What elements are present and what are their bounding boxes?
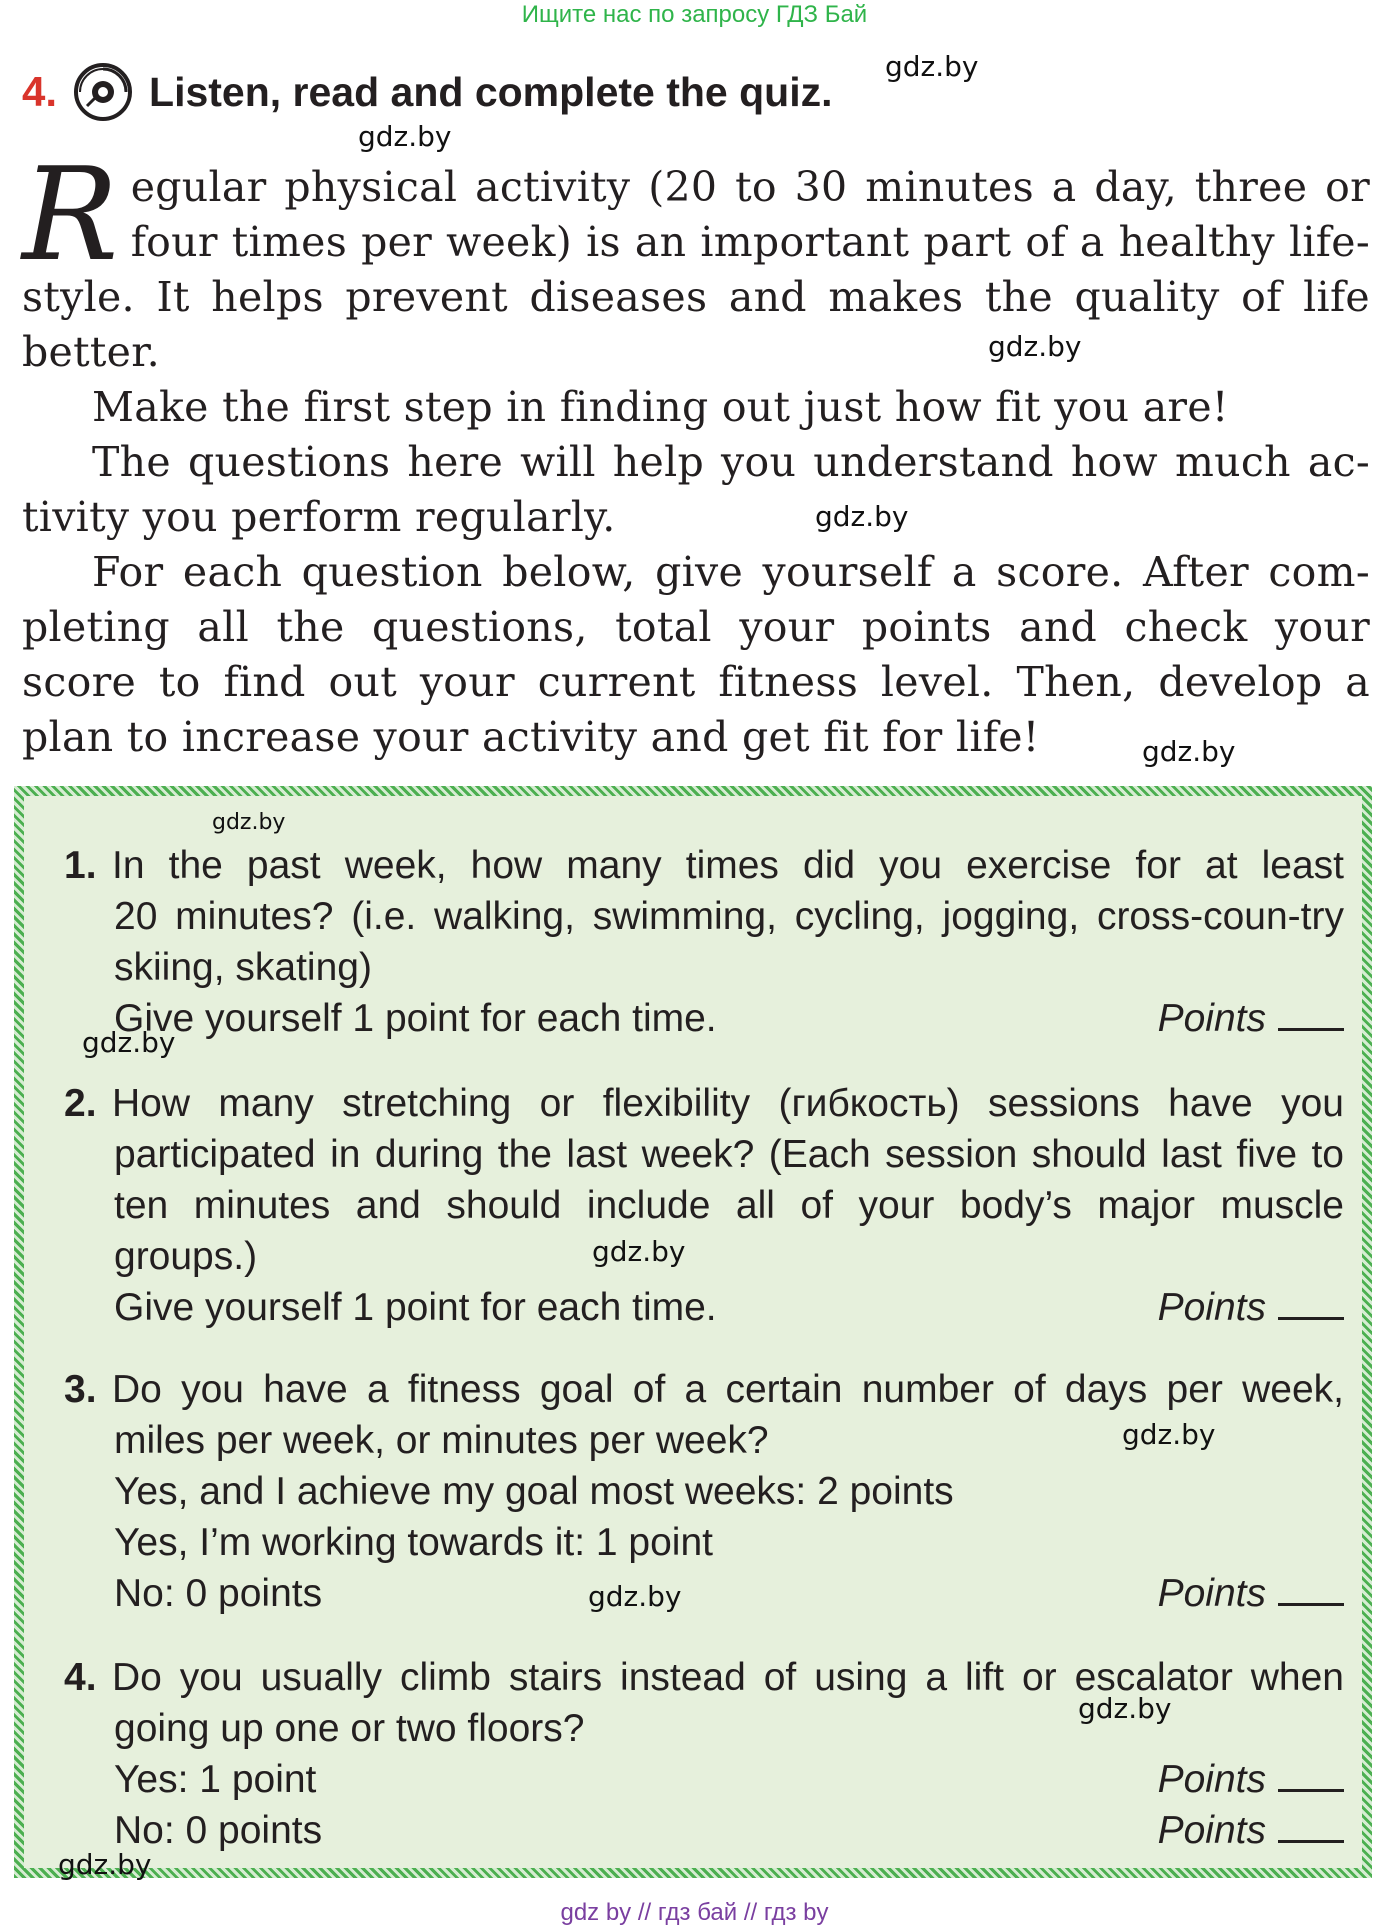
points-field[interactable]: Points: [1158, 1568, 1344, 1619]
top-banner[interactable]: Ищите нас по запросу ГДЗ Бай: [521, 1, 868, 28]
question-number: 3.: [64, 1368, 97, 1411]
bottom-footer[interactable]: gdz by // гдз бай // гдз by: [560, 1899, 829, 1926]
question-number: 2.: [64, 1082, 97, 1125]
points-field[interactable]: Points: [1158, 1805, 1344, 1856]
answer-option: No: 0 points: [114, 1809, 323, 1852]
watermark: gdz.by: [885, 50, 979, 83]
points-field[interactable]: Points: [1158, 993, 1344, 1044]
question-number: 1.: [64, 844, 97, 887]
watermark: gdz.by: [58, 1848, 152, 1881]
intro-paragraph-3: The questions here will help you understand how much ac-tivity you perform regularly.: [22, 438, 1370, 541]
watermark: gdz.by: [988, 330, 1082, 363]
quiz-question-3: 3. Do you have a fitness goal of a certain number of days per week, miles per week, or minutes per week? Yes, and I achieve my goal most weeks: 2 points Yes, I’m working towards it: 1 point No: 0 points Points: [64, 1364, 1344, 1619]
points-field[interactable]: Points: [1158, 1282, 1344, 1333]
points-field[interactable]: Points: [1158, 1754, 1344, 1805]
intro-text: [22, 141, 1370, 765]
quiz-question-1: 1. In the past week, how many times did you exercise for at least 20 minutes? (i.e. walking, swimming, cycling, jogging, cross-coun-try skiing, skating) Give yourself 1 point for each time. Points: [64, 840, 1344, 1044]
intro-paragraph-2: Make the first step in finding out just how fit you are!: [92, 383, 1229, 431]
watermark: gdz.by: [592, 1235, 686, 1268]
watermark: gdz.by: [82, 1026, 176, 1059]
intro-paragraph-1: egular physical activity (20 to 30 minutes a day, three or four times per week) is an important part of a healthy life-style. It helps prevent diseases and makes the quality of life better.: [22, 163, 1370, 376]
cd-audio-icon[interactable]: [73, 62, 133, 122]
answer-option: Yes: 1 point: [114, 1758, 317, 1801]
question-number: 4.: [64, 1656, 97, 1699]
quiz-question-4: 4. Do you usually climb stairs instead of using a lift or escalator when going up one or two floors? Yes: 1 point Points No: 0 points Points: [64, 1652, 1344, 1856]
watermark: gdz.by: [1122, 1418, 1216, 1451]
watermark: gdz.by: [212, 810, 286, 835]
watermark: gdz.by: [815, 500, 909, 533]
exercise-title: Listen, read and complete the quiz.: [149, 68, 833, 115]
watermark: gdz.by: [1142, 735, 1236, 768]
intro-paragraph-4: For each question below, give yourself a score. After com-pleting all the questions, total your points and check your score to find out your current fitness level. Then, develop a plan to increase your activity and get fit for life!: [22, 548, 1370, 761]
answer-option: No: 0 points: [114, 1572, 323, 1615]
answer-option: Yes, I’m working towards it: 1 point: [114, 1521, 713, 1564]
drop-cap: R: [22, 141, 119, 290]
watermark: gdz.by: [588, 1580, 682, 1613]
quiz-question-2: 2. How many stretching or flexibility (гибкость) sessions have you participated in during the last week? (Each session should last five to ten minutes and should include all of your body’s major muscle groups.) Give yourself 1 point for each time. Points: [64, 1078, 1344, 1333]
answer-option: Yes, and I achieve my goal most weeks: 2 points: [114, 1470, 954, 1513]
exercise-number: 4.: [22, 68, 58, 115]
watermark: gdz.by: [1078, 1692, 1172, 1725]
exercise-heading: [22, 62, 832, 122]
watermark: gdz.by: [358, 120, 452, 153]
